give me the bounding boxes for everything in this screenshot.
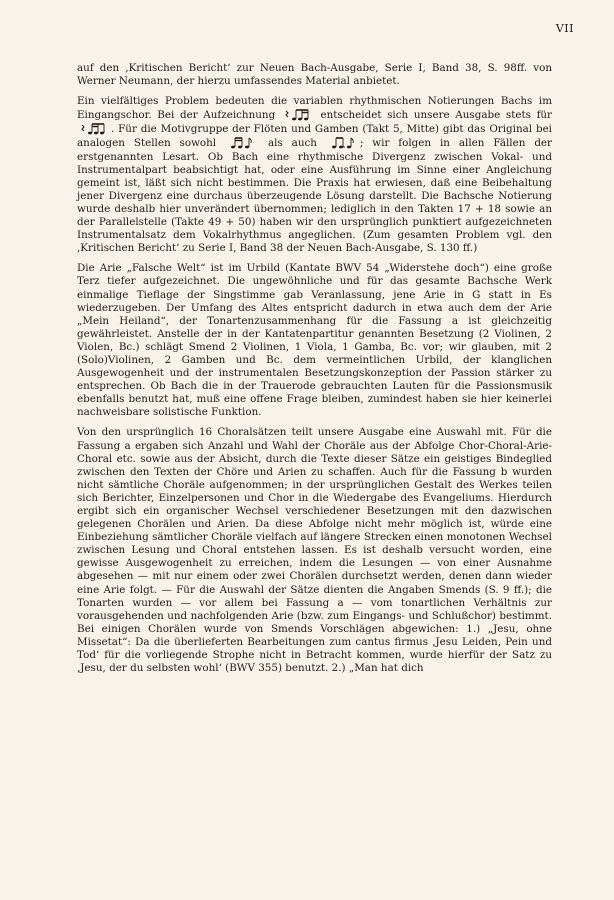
page-number: VII [555,22,574,35]
text-run: Die Arie „Falsche Welt“ ist im Urbild (Kantate BWV 54 „Widerstehe doch“) eine große Terz tiefer aufgezeichnet. Die ungewöhnliche und für das gesamte Bachsche Werk einmalige Tieflage der Singstimme gab Veranlassung, jene Arie in G statt in Es wiederzugeben. Der Umfang des Altes entspricht dadurch in etwa auch dem der Arie „Mein Heiland“, der Tonartenzusammenhang für die Fassung a ist gleichzeitig gewährleistet. Anstelle der in der Kantatenpartitur genannten Besetzung (2 Violinen, 2 Violen, Bc.) schlägt Smend 2 Violinen, 1 Viola, 1 Gamba, Bc. vor; wir glauben, mit 2 (Solo)Violinen, 2 Gamben und Bc. dem vermeintlichen Urbild, der klanglichen Ausgewogenheit und der instrumentalen Besetzungskonzeption der Passion stärker zu entsprechen. Ob Bach die in der Trauerode gebrauchten Lauten für die Passionsmusik ebenfalls benutzt hat, muß eine offene Frage bleiben, zumindest haben sie hier keinerlei nachweisbare solistische Funktion. [77,262,552,419]
text-run: auf den ‚Kritischen Bericht‘ zur Neuen Bach-Ausgabe, Serie I, Band 38, S. 98ff. von Werner Neumann, der hierzu umfassendes Material anbietet. [77,62,552,88]
text-run: Von den ursprünglich 16 Choralsätzen teilt unsere Ausgabe eine Auswahl mit. Für die Fassung a ergaben sich Anzahl und Wahl der Choräle aus der Abfolge Chor-Choral-Arie-Choral etc. sowie aus der Absicht, durch die Texte dieser Sätze ein geistiges Bindeglied zwischen den Texten der Chöre und Arien zu schaffen. Auch für die Fassung b wurden nicht sämtliche Choräle aufgenommen; in der ursprünglichen Gestalt des Werkes teilen sich Berichter, Einzelpersonen und Chor in die Wiedergabe des Evangeliums. Hierdurch ergibt sich ein organischer Wechsel verschiedener Besetzungen mit den dazwischen gelegenen Chorälen und Arien. Da diese Abfolge nicht mehr möglich ist, würde eine Einbeziehung sämtlicher Choräle vielfach auf längere Strecken einen monotonen Wechsel zwischen Lesung und Choral entstehen lassen. Es ist deshalb versucht worden, eine gewisse Ausgewogenheit zu erreichen, indem die Lesungen — von einer Ausnahme abgesehen — mit nur einem oder zwei Chorälen durchsetzt werden, denen dann wieder eine Arie folgt. — Für die Auswahl der Sätze dienten die Angaben Smends (S. 9 ff.); die Tonarten wurden — vor allem bei Fassung a — vom tonartlichen Verhältnis zur vorausgehenden und nachfolgenden Arie (bzw. zum Eingangs- und Schlußchor) bestimmt. Bei einigen Chorälen wurde von Smends Vorschlägen abgewichen: 1.) „Jesu, ohne Missetat“: Da die überlieferten Bearbeitungen zum cantus firmus ‚Jesu Leiden, Pein und Tod‘ für die vorliegende Strophe nicht in Betracht kommen, wurde hierfür der Satz zu ‚Jesu, der du selbsten wohl‘ (BWV 355) benutzt. 2.) „Man hat dich [77,426,552,675]
text-run: ; wir folgen in allen Fällen der erstgenannten Lesart. Ob Bach eine rhythmische Divergenz zwischen Vokal- und Instrumentalpart beabsichtigt hat, oder eine Ausführung im Sinne einer Angleichung gemeint ist, läßt sich nicht bestimmen. Die Praxis hat erwiesen, daß eine Beibehaltung jener Divergenz eine durchaus überzeugende Lösung darstellt. Die Bachsche Notierung wurde deshalb hier unverändert übernommen; lediglich in den Takten 17 + 18 sowie an der Parallelstelle (Takte 49 + 50) haben wir den ursprünglich punktiert aufgezeichneten Instrumentalsatz dem Vokalrhythmus angeglichen. (Zum gesamten Problem vgl. den ‚Kritischen Bericht‘ zu Serie I, Band 38 der Neuen Bach-Ausgabe, S. 130 ff.) [77,137,553,255]
rhythm-notation-figure-b-icon [328,136,358,150]
text-run: als auch [259,137,326,150]
paragraph-4 [77,426,552,675]
paragraph-1 [77,62,552,88]
text-run: Ein vielfältiges Problem bedeuten die variablen rhythmischen Notierungen Bachs im Eingangschor. Bei der Aufzeichnung [77,95,552,122]
rhythm-notation-rest-figure-icon [283,108,313,122]
paragraph-3 [77,262,552,419]
body-text [77,62,552,682]
rhythm-notation-rest-figure-alt-icon [79,122,109,136]
rhythm-notation-figure-a-icon [227,136,257,150]
text-run: entscheidet sich unsere Ausgabe stets für [314,109,552,122]
text-run: . Für die Motivgruppe der Flöten und Gamben (Takt 5, Mitte) gibt das Original bei analogen Stellen sowohl [77,123,552,150]
paragraph-2 [77,95,552,255]
